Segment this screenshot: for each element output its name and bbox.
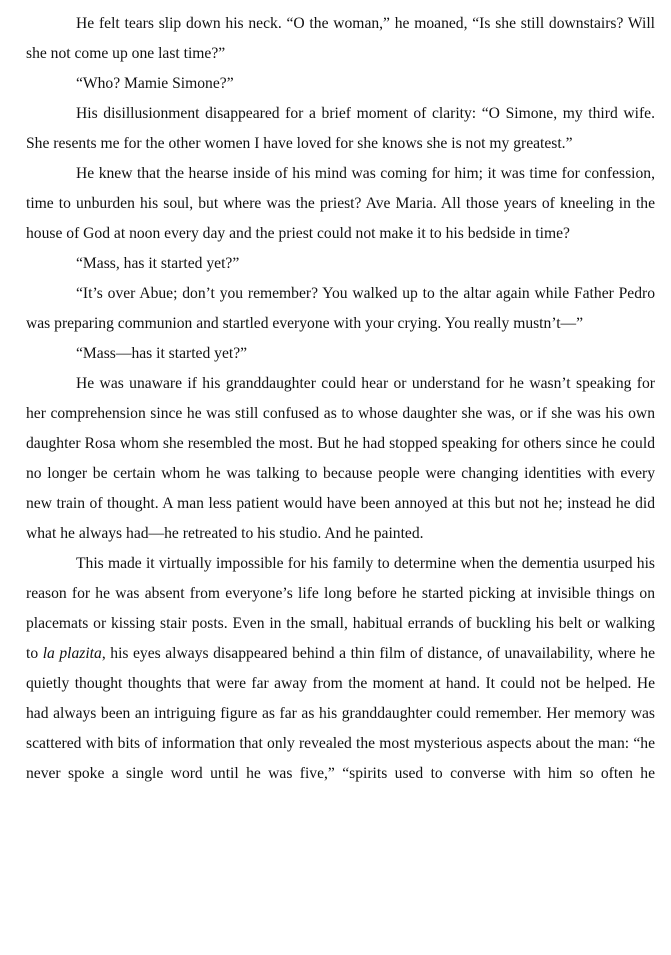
- paragraph-4: He knew that the hearse inside of his mind was coming for him; it was time for confession, time to unburden his soul, but where was the priest? Ave Maria. All those years of kneeling in the house of God at noon every day and the priest could not make it to his bedside in time?: [26, 165, 655, 242]
- paragraph-8: He was unaware if his granddaughter could hear or understand for he wasn’t speaking for her comprehension since he was still confused as to whose daughter she was, or if she was his own daughter Rosa whom she resembled the most. But he had stopped speaking for others since he could no longer be certain whom he was talking to because people were changing identities with every new train of thought. A man less patient would have been annoyed at this but not he; instead he did what he always had—he retreated to his studio. And he painted.: [26, 375, 655, 542]
- paragraph-1: He felt tears slip down his neck. “O the woman,” he moaned, “Is she still downstairs? Will she not come up one last time?”: [26, 15, 655, 62]
- paragraph-9-text-start: This made it virtually impossible for his family to determine when the dementia usurped his reason for he was absent from everyone’s life long before he started picking at invisible things on placemats or kissing stair posts. Even in the small, habitual errands of buckling his belt or walking to: [26, 555, 655, 662]
- paragraph-6: “It’s over Abue; don’t you remember? You walked up to the altar again while Father Pedro was preparing communion and startled everyone with your crying. You really mustn’t—”: [26, 285, 655, 332]
- paragraph-9: [26, 549, 655, 789]
- paragraph-9-text-end: , his eyes always disappeared behind a thin film of distance, of unavailability, where he quietly thought thoughts that were far away from the moment at hand. It could not be helped. He had always been an intriguing figure as far as his granddaughter could remember. Her memory was scattered with bits of information that only revealed the most mysterious aspects about the man: “he never spoke a single word until he was five,” “spirits used to converse with him so often he: [26, 645, 656, 782]
- paragraph-2: “Who? Mamie Simone?”: [76, 75, 234, 92]
- paragraph-3: His disillusionment disappeared for a brief moment of clarity: “O Simone, my third wife. She resents me for the other women I have loved for she knows she is not my greatest.”: [26, 105, 655, 152]
- paragraph-5: “Mass, has it started yet?”: [76, 255, 240, 272]
- italic-place-name: la plazita: [42, 645, 102, 662]
- paragraph-7: “Mass—has it started yet?”: [76, 345, 248, 362]
- document-page: [26, 9, 655, 789]
